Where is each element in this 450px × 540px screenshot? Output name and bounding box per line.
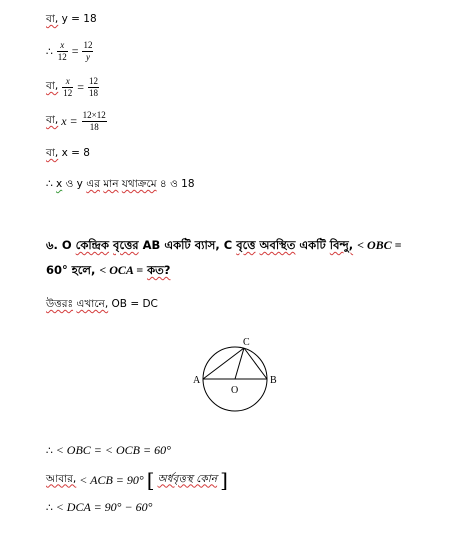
question-line-2 [46, 262, 170, 281]
word-abar: আবার, [46, 472, 77, 485]
bracket-open: [ [146, 468, 155, 492]
values: ৪ ও 18 [159, 178, 195, 190]
step-2 [46, 468, 228, 492]
numerator: 12 [83, 40, 93, 50]
answer-label: উত্তরঃ [46, 298, 74, 310]
word-ekti: একটি [164, 238, 191, 252]
line-x-equals-8 [46, 146, 90, 163]
var-y: y [76, 178, 83, 190]
therefore-symbol: ∴ [46, 444, 53, 457]
line-ratio-x12-1218 [46, 76, 100, 99]
word-kot: কত? [147, 263, 171, 277]
condition-obc: < OBC = [357, 238, 402, 252]
circle-diagram [185, 336, 285, 412]
line-conclusion [46, 177, 195, 194]
label-a: A [193, 375, 201, 386]
line-ratio-x12-12y [46, 40, 94, 63]
label-o: O [231, 385, 239, 396]
question-number: ৬. [46, 238, 58, 252]
numerator: 12 [89, 76, 99, 86]
line-x-product [46, 110, 108, 133]
label-c: C [223, 238, 233, 252]
prefix-ba: বা, [46, 114, 59, 126]
line-y-equals-18 [46, 12, 97, 29]
fraction-x-over-12 [57, 40, 68, 63]
answer-line [46, 297, 158, 314]
denominator: 18 [89, 88, 99, 98]
prefix-ba: বা, [46, 13, 59, 25]
word-bas: ব্যাস, [194, 238, 220, 252]
word-man: মান [103, 178, 119, 190]
numerator: 12×12 [82, 110, 106, 120]
denominator: 12 [57, 52, 67, 62]
step-3 [46, 500, 152, 515]
expression: < DCA = 90° − 60° [55, 500, 153, 514]
ask-oca: < OCA = [99, 263, 144, 277]
expression: < ACB = 90° [79, 472, 144, 487]
word-ekti: একটি [299, 238, 326, 252]
question-line-1 [46, 237, 401, 256]
therefore-symbol: ∴ [46, 501, 53, 514]
note: অর্ধবৃত্তস্থ কোন [157, 472, 218, 485]
fraction-12-over-18 [88, 76, 99, 99]
equation: y = 18 [61, 13, 97, 25]
chord-ac [203, 348, 244, 379]
expression: < OBC = < OCB = 60° [55, 443, 171, 457]
fraction-x-over-12 [62, 76, 73, 99]
word-o: ও [65, 178, 74, 190]
answer-given: OB = DC [111, 298, 158, 310]
center-o: O [61, 238, 72, 252]
step-1 [46, 443, 171, 458]
equals: = [77, 80, 85, 94]
fraction-144-over-18 [82, 110, 107, 133]
prefix-ba: বা, [46, 80, 59, 92]
equals: = [71, 44, 79, 58]
label-ab: AB [142, 238, 161, 252]
denominator: 18 [89, 122, 99, 132]
word-ekhane: এখানে, [76, 298, 109, 310]
therefore-symbol: ∴ [46, 178, 53, 190]
prefix-ba: বা, [46, 147, 59, 159]
radius-oc [235, 348, 244, 379]
word-britte: বৃত্তে [236, 238, 256, 252]
denominator: 12 [63, 88, 73, 98]
numerator: x [62, 76, 73, 88]
word-obosthito: অবস্থিত [259, 238, 296, 252]
word-er: এর [86, 178, 100, 190]
word-jothakrome: যথাক্রমে [121, 178, 157, 190]
therefore-symbol: ∴ [46, 45, 53, 58]
bracket-close: ] [220, 468, 228, 492]
var-x: x [56, 178, 63, 190]
equation: x = 8 [61, 147, 90, 159]
numerator: x [57, 40, 68, 52]
fraction-12-over-y [82, 40, 93, 63]
condition-60-hole: 60° হলে, [46, 263, 96, 277]
denominator: y [85, 52, 90, 62]
word-kendrik: কেন্দ্রিক [75, 238, 110, 252]
label-c: C [243, 337, 250, 348]
word-bindu: বিন্দু, [329, 238, 354, 252]
label-b: B [270, 375, 277, 386]
word-brittyer: বৃত্তের [113, 238, 139, 252]
lhs: x = [61, 114, 78, 128]
